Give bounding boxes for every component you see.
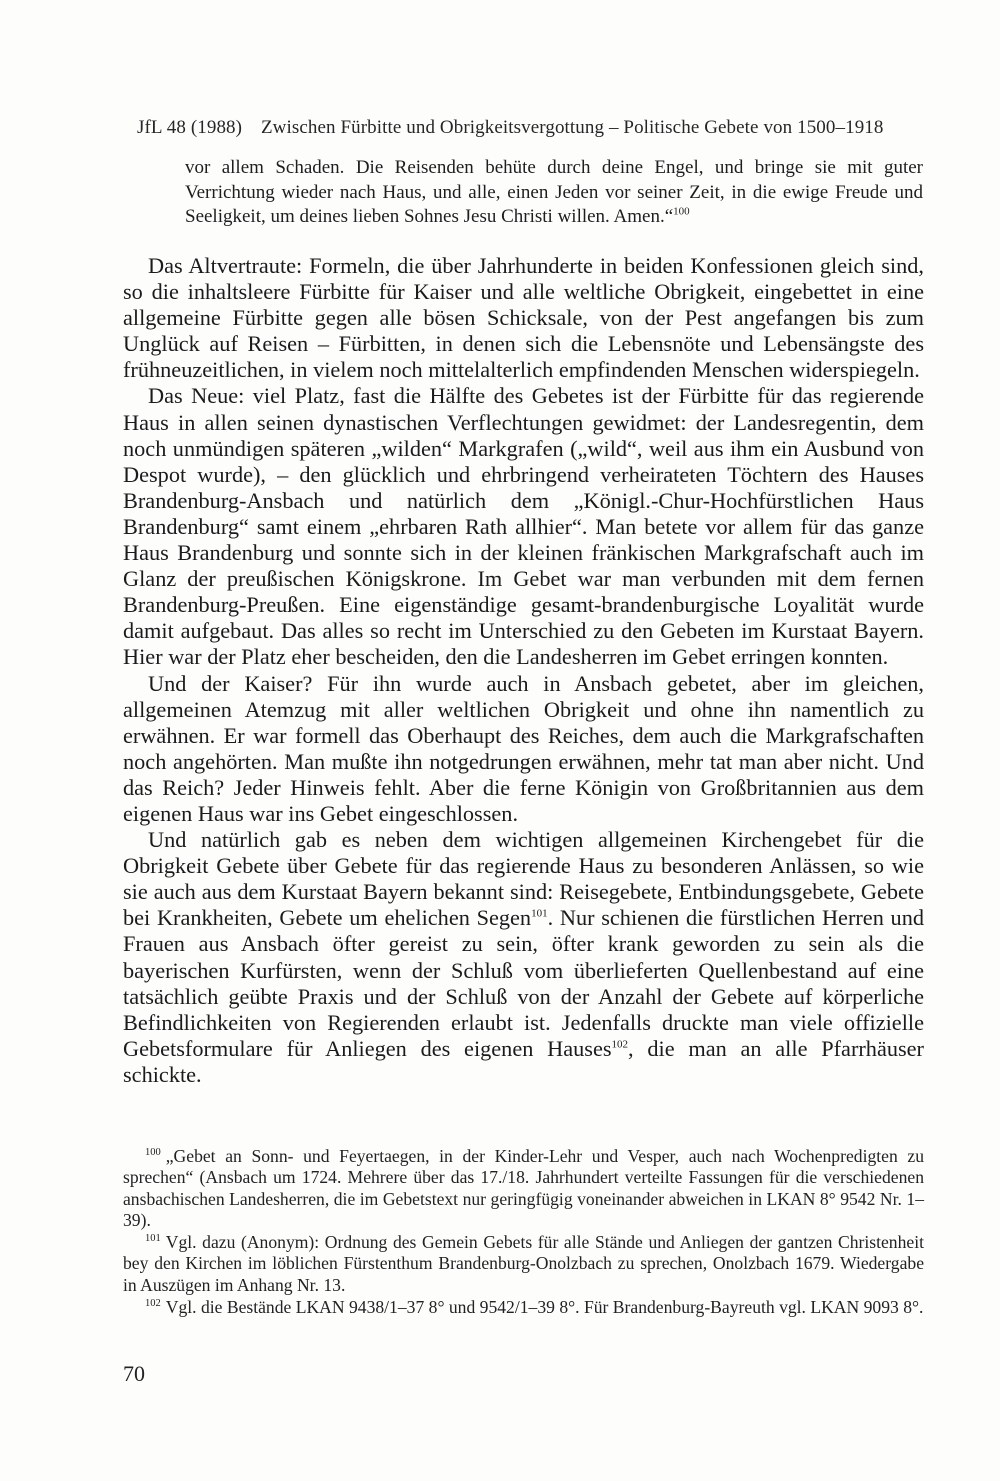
paragraph: Das Neue: viel Platz, fast die Hälfte des Gebetes ist der Fürbitte für das regierende Haus in allen seinen dynastischen Verflechtungen gewidmet: der Landesregentin, dem noch unmündigen späteren „wilden“ Markgrafen („wild“, weil aus ihm ein Ausbund von Despot wurde), – den glücklich und ehrbringend verheirateten Töchtern des Hauses Brandenburg-Ansbach und natürlich dem „Königl.-Chur-Hochfürstlichen Haus Brandenburg“ samt einem „ehrbaren Rath allhier“. Man betete vor allem für das ganze Haus Brandenburg und sonnte sich in der kleinen fränkischen Markgrafschaft auch im Glanz der preußischen Königskrone. Im Gebet war man verbunden mit dem fernen Brandenburg-Preußen. Eine eigenständige gesamt-brandenburgische Loyalität wurde damit aufgebaut. Das alles so recht im Unterschied zu den Gebeten im Kurstaat Bayern. Hier war der Platz eher bescheiden, den die Landesherren im Gebet erringen konnten. [123, 383, 924, 670]
paragraph: Und der Kaiser? Für ihn wurde auch in Ansbach gebetet, aber im gleichen, allgemeinen Atemzug mit aller weltlichen Obrigkeit und ohne ihn namentlich zu erwähnen. Er war formell das Oberhaupt des Reiches, dem auch die Markgrafschaften noch angehörten. Man mußte ihn notgedrungen erwähnen, mehr tat man aber nicht. Und das Reich? Jeder Hinweis fehlt. Aber die ferne Königin von Großbritannien aus dem eigenen Haus war ins Gebet eingeschlossen. [123, 670, 924, 826]
running-header [137, 117, 927, 139]
footnote [123, 1297, 924, 1318]
body-text [123, 253, 924, 1088]
page-number: 70 [123, 1361, 145, 1386]
journal-reference: JfL 48 (1988) [137, 117, 243, 138]
footnote-number: 100 [145, 1147, 161, 1159]
footnote-reference[interactable]: 101 [531, 907, 548, 920]
footnote-text: „Gebet an Sonn- und Feyertaegen, in der Kinder-Lehr und Vesper, auch nach Wochenpredigten zu sprechen“ (Ansbach um 1724. Mehrere über das 17./18. Jahrhundert verteilte Fassungen für die verschiedenen ansbachischen Landesherren, die im Gebetstext nur geringfügig voneinander abweichen in LKAN 8° 9542 Nr. 1–39). [123, 1146, 924, 1230]
running-title: Zwischen Fürbitte und Obrigkeitsvergottung – Politische Gebete von 1500–1918 [260, 117, 884, 138]
footnote-reference[interactable]: 100 [673, 205, 690, 218]
footnote-text: Vgl. die Bestände LKAN 9438/1–37 8° und 9542/1–39 8°. Für Brandenburg-Bayreuth vgl. LKAN 9093 8°. [165, 1297, 924, 1318]
paragraph: Das Altvertraute: Formeln, die über Jahrhunderte in beiden Konfessionen gleich sind, so die inhaltsleere Fürbitte für Kaiser und alle weltliche Obrigkeit, eingebettet in eine allgemeine Fürbitte gegen alle bösen Schicksale, von der Pest angefangen bis zum Unglück auf Reisen – Fürbitten, in denen sich die Lebensnöte und Lebensängste des frühneuzeitlichen, in vielem noch mittelalterlich empfindenden Menschen widerspiegeln. [123, 253, 924, 383]
footnote-text: Vgl. dazu (Anonym): Ordnung des Gemein Gebets für alle Stände und Anliegen der gantzen Christenheit bey den Kirchen im löblichen Fürstenthum Brandenburg-Onolzbach zu sprechen, Onolzbach 1679. Wiedergabe in Auszügen im Anhang Nr. 13. [123, 1232, 924, 1295]
paragraph-text: . Nur schienen die fürstlichen Herren und Frauen aus Ansbach öfter gereist zu sein, öfter krank geworden zu sein als die bayerischen Kurfürsten, wenn der Schluß vom überlieferten Quellenbestand auf eine tatsächlich geübte Praxis und der Schluß von der Anzahl der Gebete auf körperliche Befindlichkeiten von Regierenden erlaubt ist. Jedenfalls druckte man viele offizielle Gebetsformulare für Anliegen des eigenen Hauses [123, 905, 924, 1061]
footnote-reference[interactable]: 102 [611, 1038, 629, 1051]
quotation-block [185, 156, 923, 230]
footnote [123, 1146, 924, 1231]
footnotes-section [123, 1146, 924, 1319]
paragraph [123, 827, 924, 1088]
footnote-number: 102 [145, 1298, 161, 1310]
quotation-text: vor allem Schaden. Die Reisenden behüte durch deine Engel, und bringe sie mit guter Verrichtung wieder nach Haus, und alle, einen Jeden vor seiner Zeit, in die ewige Freude und Seeligkeit, um deines lieben Sohnes Jesu Christi willen. Amen.“ [185, 157, 923, 227]
paragraph-text: , die man an alle Pfarrhäuser schickte. [123, 1035, 924, 1087]
paragraph-text: Und natürlich gab es neben dem wichtigen allgemeinen Kirchengebet für die Obrigkeit Gebete über Gebete für das regierende Haus zu besonderen Anlässen, so wie sie auch aus dem Kurstaat Bayern bekannt sind: Reisegebete, Entbindungsgebete, Gebete bei Krankheiten, Gebete um ehelichen Segen [123, 827, 924, 931]
footnote [123, 1232, 924, 1296]
footnote-number: 101 [145, 1233, 161, 1245]
